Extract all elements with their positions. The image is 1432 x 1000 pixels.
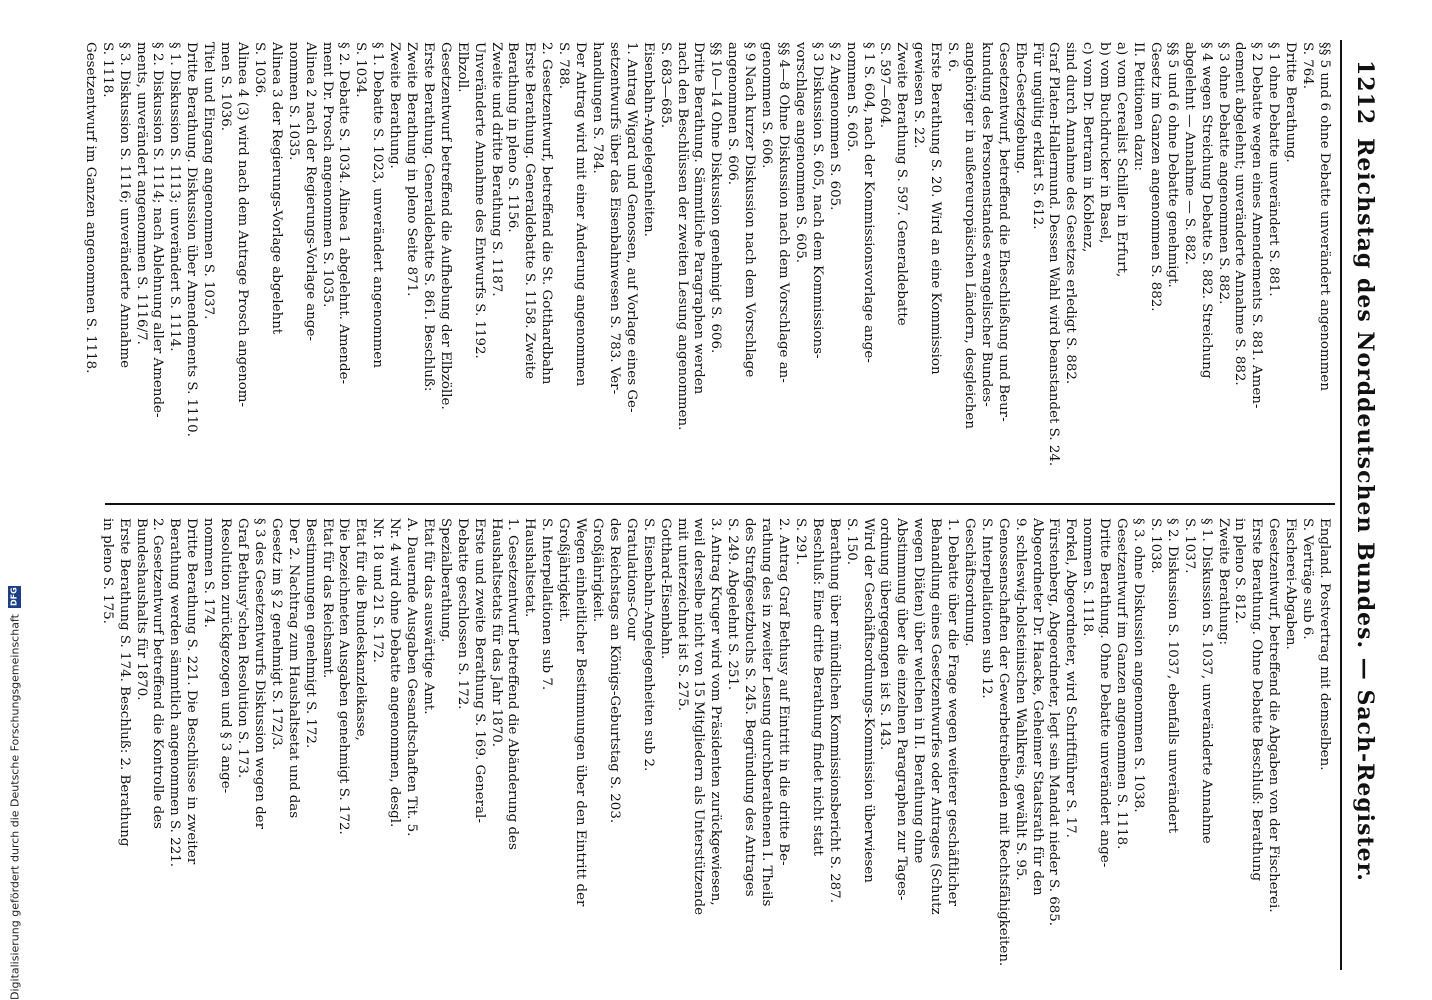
register-line: Dritte Berathung. Diskussion über Amendements S. 1110. xyxy=(184,42,200,437)
register-line: in pleno S. 812. xyxy=(1232,518,1248,624)
register-line: §§ 4—8 Ohne Diskussion nach dem Vorschlage an- xyxy=(776,42,791,383)
register-line: S. Verträge sub 6. xyxy=(1300,518,1316,640)
register-line: Etat für die Bundeskanzleikasse, xyxy=(353,518,369,741)
register-line: S. 597—604. xyxy=(877,42,893,128)
register-line: Titel und Eingang angenommen S. 1037. xyxy=(201,42,217,320)
register-line: Bundeshaushalts für 1870. xyxy=(133,518,149,701)
register-line: 2. Antrag Graf Bethusy auf Eintritt in die dritte Be- xyxy=(776,518,791,866)
register-line: dement abgelehnt; unveränderte Annahme S. 882. xyxy=(1232,42,1248,386)
register-line: Abgeordneter Dr. Haacke, Geheimer Staatsrath für den xyxy=(1029,518,1045,896)
running-title: Reichstag des Norddeutschen Bundes. — Sach-Register. xyxy=(1352,138,1378,882)
register-line: Haushaltsetat. xyxy=(522,518,538,618)
register-line: Geschäftsordnung. xyxy=(961,518,977,647)
register-line: S. 764. xyxy=(1300,42,1316,90)
register-line: Dritte Berathung. Sämmtliche Paragraphen werden xyxy=(691,42,707,395)
register-line: Gesetzentwurf im Ganzen angenommen S. 1118. xyxy=(1114,518,1130,850)
register-line: Gotthard-Eisenbahn. xyxy=(657,518,673,660)
register-line: rathung des in zweiter Lesung durchberathenen I. Theils xyxy=(759,518,775,907)
register-line: 1. Debatte über die Frage wegen weiterer geschäftlicher xyxy=(945,518,961,906)
register-line: Berathung werden sämmtlich angenommen S. 221. xyxy=(167,518,183,867)
register-line: §§ 5 und 6 ohne Debatte genehmigt. xyxy=(1164,42,1180,288)
register-line: Der 2. Nachtrag zum Haushaltsetat und das xyxy=(285,518,301,819)
register-line: men S. 1036. xyxy=(218,42,234,132)
register-line: Beschluß: Eine dritte Berathung findet nicht statt xyxy=(809,518,825,857)
digitization-footer xyxy=(0,0,30,1000)
register-line: in pleno S. 175. xyxy=(99,518,115,624)
register-line: Erste Berathung. Ohne Debatte Beschluß: Berathung xyxy=(1249,518,1265,882)
register-line: Debatte geschlossen S. 172. xyxy=(454,518,470,710)
register-line: Für ungültig erklärt S. 612. xyxy=(1029,42,1045,230)
register-line: Der Antrag wird mit einer Änderung angenommen xyxy=(573,42,589,387)
register-line: Dritte Berathung S. 221. Die Beschlüsse in zweiter xyxy=(184,518,200,865)
register-line: S. Interpellationen sub 12. xyxy=(978,518,994,699)
register-line: 1. Antrag Wigard und Genossen, auf Vorlage eines Ge- xyxy=(623,42,639,413)
register-line: S. 291. xyxy=(792,518,808,566)
left-column xyxy=(81,42,1332,497)
register-line: 3. Antrag Kruger wird vom Präsidenten zurückgewiesen, xyxy=(708,518,724,906)
register-line: Gesetz im Ganzen angenommen S. 882. xyxy=(1147,42,1163,312)
register-line: § 1. Debatte S. 1023, unverändert angenommen xyxy=(370,42,386,368)
register-line: Ehe-Gesetzgebung. xyxy=(1012,42,1028,174)
register-line: Zweite Berathung. xyxy=(387,42,403,169)
register-line: S. 249. Abgelehnt S. 251. xyxy=(725,518,741,691)
register-line: S. 1038. xyxy=(1147,518,1163,574)
register-line: Resolution zurückgezogen und § 3 ange- xyxy=(218,518,234,794)
register-line: 2. Gesetzentwurf, betreffend die St. Gotthardbahn xyxy=(539,42,555,385)
register-line: nommen S. 605. xyxy=(843,42,859,152)
register-line: § 2. Diskussion S. 1037, ebenfalls unverändert xyxy=(1164,518,1180,834)
register-line: 9. schleswig-holsteinischen Wahlkreis, gewählt S. 95. xyxy=(1012,518,1028,881)
register-line: des Strafgesetzbuchs S. 245. Begründung des Antrages xyxy=(742,518,758,897)
register-line: weil derselbe nicht von 15 Mitgliedern als Unterstützende xyxy=(691,518,707,915)
register-line: Erste Berathung. Generaldebatte S. 861. Beschluß: xyxy=(420,42,436,392)
register-line: ments, unverändert angenommen S. 1116/7. xyxy=(133,42,149,345)
register-line: Gesetz im § 2 genehmigt S. 172/3. xyxy=(268,518,284,750)
register-line: des Reichstags an Königs-Geburtstag S. 203. xyxy=(606,518,622,824)
register-line: Forkel, Abgeordneter, wird Schriftführer S. 17. xyxy=(1063,518,1079,838)
register-line: a) vom Cerealist Schiller in Erfurt, xyxy=(1114,42,1130,278)
register-line: S. 1037. xyxy=(1181,518,1197,574)
register-line: Bestimmungen genehmigt S. 172. xyxy=(302,518,318,749)
register-line: § 1. Diskussion S. 1113; unverändert S. 1114. xyxy=(167,42,183,352)
register-line: Spezialberathung. xyxy=(437,518,453,643)
register-line: § 2. Debatte S. 1034. Alinea 1 abgelehnt. Amende- xyxy=(336,42,352,385)
register-line: § 3 Diskussion S. 605, nach dem Kommissions- xyxy=(809,42,825,359)
register-line: Etat für das Reichsamt. xyxy=(319,518,335,679)
register-line: Gratulations-Cour xyxy=(623,518,639,641)
register-line: England. Postvertrag mit demselben. xyxy=(1317,518,1332,771)
register-line: Graf Bethusy'schen Resolution S. 173. xyxy=(235,518,250,779)
register-line: Erste Berathung. Generaldebatte S. 1158. Zweite xyxy=(522,42,538,380)
register-line: ordnung übergegangen ist S. 143. xyxy=(877,518,893,751)
register-line: Fischerei-Abgaben. xyxy=(1283,518,1299,650)
register-line: Gesetzentwurf, betreffend die Eheschließung und Beur- xyxy=(995,42,1011,422)
register-line: § 3. ohne Diskussion angenommen S. 1038. xyxy=(1131,518,1147,813)
register-line: 1. Gesetzentwurf betreffend die Abänderung des xyxy=(505,518,521,850)
register-line: Nr. 18 und 21 S. 172. xyxy=(370,518,386,663)
register-line: Alinea 3 der Regierungs-Vorlage abgelehnt xyxy=(268,42,284,335)
register-line: Die bezeichneten Ausgaben genehmigt S. 172. xyxy=(336,518,352,835)
register-line: S. 6. xyxy=(945,42,961,72)
register-line: Eisenbahn-Angelegenheiten. xyxy=(640,42,656,237)
register-line: S. 788. xyxy=(556,42,572,90)
footer-text: Digitalisierung gefördert durch die Deutsche Forschungsgemeinschaft xyxy=(8,614,22,1000)
register-line: Unveränderte Annahme des Entwurfs S. 1192. xyxy=(471,42,487,359)
register-line: nommen S. 174. xyxy=(201,518,217,628)
register-line: b) vom Buchdrucker in Basel, xyxy=(1097,42,1113,244)
register-line: Behandlung eines Gesetzentwurfes oder Antrages (Schutz xyxy=(928,518,944,915)
register-line: wegen Diäten) über welchen in II. Berathung ohne xyxy=(911,518,927,864)
register-line: Haushaltsetats für das Jahr 1870. xyxy=(488,518,504,747)
register-line: Gesetzentwurf im Ganzen angenommen S. 1118. xyxy=(82,42,98,374)
register-line: II. Petitionen dazu: xyxy=(1131,42,1147,171)
register-line: nommen S. 1118. xyxy=(1080,518,1096,637)
register-line: angehöriger in außereuropäischen Ländern, desgleichen xyxy=(961,42,977,429)
register-line: Fürstenberg, Abgeordneter, legt sein Mandat nieder S. 685. xyxy=(1046,518,1062,927)
header-rule xyxy=(1340,40,1342,970)
register-line: Abstimmung über die einzelnen Paragraphen zur Tages- xyxy=(894,518,910,901)
register-line: S. Interpellationen sub 7. xyxy=(539,518,555,691)
register-line: Alinea 2 nach der Regierungs-Vorlage ange- xyxy=(302,42,318,341)
register-line: setzentwurfs über das Eisenbahnwesen S. 783. Ver- xyxy=(606,42,622,395)
register-line: nommen S. 1035. xyxy=(285,42,301,161)
register-line: Erste Berathung S. 174. Beschluß: 2. Berathung xyxy=(116,518,132,847)
register-line: Elbzoll. xyxy=(454,42,470,93)
register-line: Erste und zweite Berathung S. 169. General- xyxy=(471,518,487,823)
register-line: § 3 ohne Debatte angenommen S. 882. xyxy=(1215,42,1231,305)
register-line: angenommen S. 606. xyxy=(725,42,741,186)
register-line: gewiesen S. 22. xyxy=(911,42,927,149)
register-line: kundung des Personenstandes evangelischer Bundes- xyxy=(978,42,994,407)
register-line: abgelehnt — Annahme — S. 882. xyxy=(1181,42,1197,265)
register-line: Gesetzentwurf, betreffend die Abgaben von der Fischerei. xyxy=(1266,518,1282,913)
register-line: §§ 5 und 6 ohne Debatte unverändert angenommen xyxy=(1317,42,1332,391)
register-line: A. Dauernde Ausgaben Gesandtschaften Tit. 5. xyxy=(404,518,420,837)
register-line: Zweite Berathung S. 597. Generaldebatte xyxy=(894,42,910,326)
register-line: mit unterzeichnet ist S. 275. xyxy=(674,518,690,711)
register-line: Großjährigkeit. xyxy=(590,518,606,623)
register-line: § 2 Angenommen S. 605. xyxy=(826,42,842,211)
register-line: Erste Berathung S. 20. Wird an eine Kommission xyxy=(928,42,944,375)
register-line: Genossenschaften der Gewerbetreibenden mit Rechtsfähigkeiten. xyxy=(995,518,1011,967)
register-line: Nr. 4 wird ohne Debatte angenommen, desgl. xyxy=(387,518,403,828)
register-line: Wird der Geschäftsordnungs-Kommission überwiesen xyxy=(860,518,876,883)
register-line: 2. Gesetzentwurf betreffend die Kontrolle des xyxy=(150,518,166,829)
dfg-logo-icon: DFG xyxy=(9,586,22,608)
register-line: § 2 Debatte wegen eines Amendements S. 881. Amen- xyxy=(1249,42,1265,409)
register-line: § 4 wegen Streichung Debatte S. 882. Streichung xyxy=(1198,42,1214,379)
register-line: sind durch Annahme des Gesetzes erledigt S. 882. xyxy=(1063,42,1079,385)
register-line: genommen S. 606. xyxy=(759,42,775,169)
register-line: § 1. Diskussion S. 1037, unveränderte Annahme xyxy=(1198,518,1214,844)
right-column xyxy=(98,518,1332,973)
register-line: Großjährigkeit. xyxy=(556,518,572,623)
page-header xyxy=(1346,40,1382,980)
register-line: Wegen einheitlicher Bestimmungen über den Eintritt der xyxy=(573,518,589,907)
register-line: Zweite und dritte Berathung S. 1187. xyxy=(488,42,504,297)
register-line: §§ 10—14 Ohne Diskussion genehmigt S. 606. xyxy=(708,42,724,354)
register-line: S. 150. xyxy=(843,518,859,566)
register-line: § 2. Diskussion S. 1114; nach Ablehnung aller Amende- xyxy=(150,42,166,418)
register-line: Graf Platen-Hallermund. Dessen Wahl wird beanstandet S. 24. xyxy=(1046,42,1062,467)
register-line: S. 1034. xyxy=(353,42,369,98)
register-line: vorschlage angenommen S. 605. xyxy=(792,42,808,264)
register-line: c) vom Dr. Bertram in Koblenz, xyxy=(1080,42,1096,253)
register-line: nach den Beschlüssen der zweiten Lesung angenommen. xyxy=(674,42,690,431)
register-line: Dritte Berathung. Ohne Debatte unverändert ange- xyxy=(1097,518,1113,868)
register-line: S. 683—685. xyxy=(657,42,673,128)
register-line: § 3 des Gesetzentwurfs Diskussion wegen der xyxy=(251,518,267,829)
register-line: Berathung in pleno S. 1156. xyxy=(505,42,521,233)
column-divider xyxy=(105,503,1335,505)
register-line: handlungen S. 784. xyxy=(590,42,606,174)
register-line: § 9 Nach kurzer Diskussion nach dem Vorschlage xyxy=(742,42,758,378)
register-line: Zweite Berathung: xyxy=(1215,518,1231,646)
digitization-credit xyxy=(8,0,22,1000)
register-line: § 1 ohne Debatte unverändert S. 881. xyxy=(1266,42,1282,297)
page-number: 1212 xyxy=(1352,60,1378,126)
register-line: S. 1118. xyxy=(99,42,115,98)
register-line: Gesetzentwurf betreffend die Aufhebung der Elbzölle. xyxy=(437,42,453,410)
register-line: Zweite Berathung in pleno Seite 871. xyxy=(404,42,420,297)
register-line: S. Eisenbahn-Angelegenheiten sub 2. xyxy=(640,518,656,772)
register-line: Berathung über mündlichen Kommissionsbericht S. 287. xyxy=(826,518,842,903)
register-line: Dritte Berathung. xyxy=(1283,42,1299,163)
register-line: Alinea 4 (3) wird nach dem Antrage Prosch angenom- xyxy=(235,42,250,407)
register-line: ment Dr. Prosch angenommen S. 1035. xyxy=(319,42,335,308)
register-line: Etat für das auswärtige Amt. xyxy=(420,518,436,715)
register-line: § 3. Diskussion S. 1116; unveränderte Annahme xyxy=(116,42,132,368)
register-line: § 1 S. 604, nach der Kommissionsvorlage ange- xyxy=(860,42,876,363)
register-line: S. 1036. xyxy=(251,42,267,98)
